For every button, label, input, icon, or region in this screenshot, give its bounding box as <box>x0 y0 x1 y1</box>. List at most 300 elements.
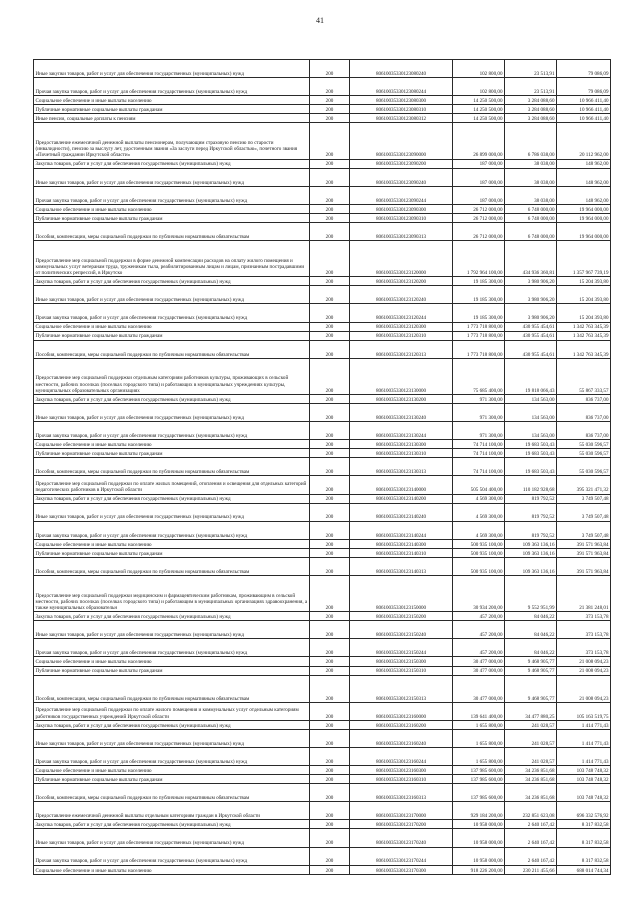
executed-amount-cell: 819 792,52 <box>505 521 557 539</box>
table-row <box>34 213 611 222</box>
executed-amount-cell: 38 038,00 <box>505 159 557 168</box>
unexecuted-amount-cell: 391 571 963,84 <box>557 548 611 557</box>
unexecuted-amount-cell: 1 414 771,43 <box>557 748 611 766</box>
approved-appropriations-cell: 30 934 200,00 <box>453 576 505 612</box>
table-row <box>34 766 611 775</box>
budget-classification-code-cell: 80610035330123160244 <box>350 748 453 766</box>
executed-amount-cell: 23 513,91 <box>505 78 557 96</box>
table-row <box>34 720 611 729</box>
unexecuted-amount-cell: 21 008 094,23 <box>557 657 611 666</box>
line-code-cell: 200 <box>310 159 350 168</box>
expense-name-cell: Иные закупки товаров, работ и услуг для обеспечения государственных (муниципальных) нужд <box>34 404 310 422</box>
expense-name-cell: Иные закупки товаров, работ и услуг для обеспечения государственных (муниципальных) нужд <box>34 829 310 847</box>
expense-name-cell: Иные пенсии, социальные доплаты к пенсиям <box>34 114 310 123</box>
unexecuted-amount-cell: 696 332 576,92 <box>557 802 611 820</box>
unexecuted-amount-cell: 1 342 763 345,39 <box>557 331 611 340</box>
executed-amount-cell: 6 786 038,00 <box>505 123 557 159</box>
unexecuted-amount-cell: 10 966 411,40 <box>557 96 611 105</box>
line-code-cell: 200 <box>310 557 350 575</box>
table-row <box>34 548 611 557</box>
unexecuted-amount-cell: 10 966 411,40 <box>557 105 611 114</box>
line-code-cell: 200 <box>310 331 350 340</box>
line-code-cell: 200 <box>310 503 350 521</box>
budget-table-wrapper <box>33 59 610 875</box>
table-row <box>34 784 611 802</box>
approved-appropriations-cell: 30 477 000,00 <box>453 666 505 675</box>
executed-amount-cell: 241 028,57 <box>505 729 557 747</box>
budget-classification-code-cell: 80610035330123090300 <box>350 204 453 213</box>
budget-classification-code-cell: 80610035330123120313 <box>350 340 453 358</box>
executed-amount-cell: 434 936 360,81 <box>505 241 557 277</box>
budget-classification-code-cell: 80610035330123160310 <box>350 775 453 784</box>
executed-amount-cell: 38 038,00 <box>505 186 557 204</box>
expense-name-cell: Социальное обеспечение и иные выплаты населению <box>34 204 310 213</box>
executed-amount-cell: 19 683 503,43 <box>505 458 557 476</box>
expense-name-cell: Прочая закупка товаров, работ и услуг для обеспечения государственных (муниципальных) нужд <box>34 847 310 865</box>
executed-amount-cell: 6 748 000,00 <box>505 222 557 240</box>
line-code-cell: 200 <box>310 322 350 331</box>
budget-classification-code-cell: 80610035330123150300 <box>350 657 453 666</box>
executed-amount-cell: 3 980 906,20 <box>505 277 557 286</box>
table-row <box>34 865 611 874</box>
line-code-cell: 200 <box>310 277 350 286</box>
unexecuted-amount-cell: 103 748 748,32 <box>557 784 611 802</box>
table-row <box>34 666 611 675</box>
executed-amount-cell: 34 236 851,68 <box>505 775 557 784</box>
table-row <box>34 621 611 639</box>
executed-amount-cell: 819 792,52 <box>505 494 557 503</box>
executed-amount-cell: 34 236 851,68 <box>505 766 557 775</box>
line-code-cell: 200 <box>310 539 350 548</box>
expense-name-cell: Закупка товаров, работ и услуг для обеспечения государственных (муниципальных) нужд <box>34 720 310 729</box>
approved-appropriations-cell: 1 655 800,00 <box>453 748 505 766</box>
expense-name-cell: Закупка товаров, работ и услуг для обеспечения государственных (муниципальных) нужд <box>34 612 310 621</box>
approved-appropriations-cell: 457 200,00 <box>453 621 505 639</box>
table-row <box>34 729 611 747</box>
executed-amount-cell: 430 955 454,61 <box>505 331 557 340</box>
table-row <box>34 820 611 829</box>
budget-classification-code-cell: 80610035330123130000 <box>350 358 453 394</box>
line-code-cell: 200 <box>310 865 350 874</box>
approved-appropriations-cell: 10 958 000,00 <box>453 829 505 847</box>
approved-appropriations-cell: 971 300,00 <box>453 404 505 422</box>
unexecuted-amount-cell: 373 153,78 <box>557 621 611 639</box>
expense-name-cell: Публичные нормативные социальные выплаты гражданам <box>34 666 310 675</box>
table-bottom-rule <box>33 874 610 875</box>
line-code-cell: 200 <box>310 458 350 476</box>
unexecuted-amount-cell: 1 414 771,43 <box>557 729 611 747</box>
expense-name-cell: Прочая закупка товаров, работ и услуг для обеспечения государственных (муниципальных) нужд <box>34 639 310 657</box>
line-code-cell: 200 <box>310 657 350 666</box>
executed-amount-cell: 3 284 088,60 <box>505 96 557 105</box>
approved-appropriations-cell: 1 792 964 100,00 <box>453 241 505 277</box>
budget-classification-code-cell: 80610035330123120310 <box>350 331 453 340</box>
approved-appropriations-cell: 30 477 000,00 <box>453 657 505 666</box>
line-code-cell: 200 <box>310 666 350 675</box>
expense-name-cell: Публичные нормативные социальные выплаты гражданам <box>34 331 310 340</box>
expense-name-cell: Иные закупки товаров, работ и услуг для обеспечения государственных (муниципальных) нужд <box>34 503 310 521</box>
budget-classification-code-cell: 80610035330123140240 <box>350 503 453 521</box>
executed-amount-cell: 2 640 167,42 <box>505 847 557 865</box>
approved-appropriations-cell: 137 985 600,00 <box>453 784 505 802</box>
table-row <box>34 440 611 449</box>
approved-appropriations-cell: 26 899 000,00 <box>453 123 505 159</box>
expense-name-cell: Пособия, компенсации, меры социальной поддержки по публичным нормативным обязательствам <box>34 458 310 476</box>
approved-appropriations-cell: 1 773 718 800,00 <box>453 340 505 358</box>
approved-appropriations-cell: 1 655 800,00 <box>453 720 505 729</box>
unexecuted-amount-cell: 8 317 832,58 <box>557 829 611 847</box>
approved-appropriations-cell: 971 300,00 <box>453 422 505 440</box>
budget-classification-code-cell: 80610035330123130300 <box>350 440 453 449</box>
expense-name-cell: Иные закупки товаров, работ и услуг для обеспечения государственных (муниципальных) нужд <box>34 729 310 747</box>
approved-appropriations-cell: 19 185 300,00 <box>453 286 505 304</box>
line-code-cell: 200 <box>310 394 350 403</box>
table-row <box>34 322 611 331</box>
expense-name-cell: Социальное обеспечение и иные выплаты населению <box>34 657 310 666</box>
budget-classification-code-cell: 80610035330123120000 <box>350 241 453 277</box>
approved-appropriations-cell: 929 184 200,00 <box>453 802 505 820</box>
executed-amount-cell: 109 363 136,16 <box>505 557 557 575</box>
line-code-cell: 200 <box>310 521 350 539</box>
approved-appropriations-cell: 102 800,00 <box>453 78 505 96</box>
approved-appropriations-cell: 500 935 100,00 <box>453 548 505 557</box>
budget-classification-code-cell: 80610035330123170000 <box>350 802 453 820</box>
line-code-cell: 200 <box>310 729 350 747</box>
expense-name-cell: Предоставление мер социальной поддержки в форме денежной компенсации расходов на оплату жилого помещения и коммунальных услуг ветеранам труда, труженикам тыла, реабилитированным лицам и лицам, признанным пострадавшими от политических репрессий, в Иркутско <box>34 241 310 277</box>
table-row <box>34 521 611 539</box>
expense-name-cell: Прочая закупка товаров, работ и услуг для обеспечения государственных (муниципальных) нужд <box>34 186 310 204</box>
budget-classification-code-cell: 80610035330123090200 <box>350 159 453 168</box>
table-row <box>34 576 611 612</box>
expense-name-cell: Прочая закупка товаров, работ и услуг для обеспечения государственных (муниципальных) нужд <box>34 304 310 322</box>
line-code-cell: 200 <box>310 612 350 621</box>
unexecuted-amount-cell: 79 086,09 <box>557 78 611 96</box>
table-row <box>34 394 611 403</box>
line-code-cell: 200 <box>310 820 350 829</box>
expense-name-cell: Закупка товаров, работ и услуг для обеспечения государственных (муниципальных) нужд <box>34 820 310 829</box>
line-code-cell: 200 <box>310 476 350 494</box>
approved-appropriations-cell: 30 477 000,00 <box>453 675 505 702</box>
expense-name-cell: Закупка товаров, работ и услуг для обеспечения государственных (муниципальных) нужд <box>34 394 310 403</box>
executed-amount-cell: 230 211 455,66 <box>505 865 557 874</box>
table-row <box>34 675 611 702</box>
unexecuted-amount-cell: 19 964 000,00 <box>557 204 611 213</box>
expense-name-cell: Закупка товаров, работ и услуг для обеспечения государственных (муниципальных) нужд <box>34 159 310 168</box>
budget-classification-code-cell: 80610035330123080312 <box>350 114 453 123</box>
table-row <box>34 748 611 766</box>
table-row <box>34 96 611 105</box>
executed-amount-cell: 2 640 167,42 <box>505 820 557 829</box>
table-row <box>34 639 611 657</box>
executed-amount-cell: 241 028,57 <box>505 720 557 729</box>
table-row <box>34 159 611 168</box>
table-row <box>34 340 611 358</box>
line-code-cell: 200 <box>310 775 350 784</box>
line-code-cell: 200 <box>310 60 350 78</box>
approved-appropriations-cell: 4 569 300,00 <box>453 494 505 503</box>
budget-classification-code-cell: 80610035330123150244 <box>350 639 453 657</box>
expense-name-cell: Предоставление мер социальной поддержки отдельным категориям работников культуры, проживающих в сельской местности, рабочих поселках (поселках городского типа) и работающих в муниципальных учреждениях культуры, муниципальных образовательных организациях <box>34 358 310 394</box>
executed-amount-cell: 84 046,22 <box>505 621 557 639</box>
unexecuted-amount-cell: 103 748 748,32 <box>557 766 611 775</box>
unexecuted-amount-cell: 1 357 967 739,19 <box>557 241 611 277</box>
line-code-cell: 200 <box>310 829 350 847</box>
table-body <box>34 60 611 875</box>
table-row <box>34 458 611 476</box>
unexecuted-amount-cell: 21 381 248,01 <box>557 576 611 612</box>
unexecuted-amount-cell: 105 163 519,75 <box>557 702 611 720</box>
table-row <box>34 503 611 521</box>
budget-classification-code-cell: 80610035330123080244 <box>350 78 453 96</box>
executed-amount-cell: 6 748 000,00 <box>505 213 557 222</box>
budget-classification-code-cell: 80610035330123160313 <box>350 784 453 802</box>
line-code-cell: 200 <box>310 123 350 159</box>
line-code-cell: 200 <box>310 114 350 123</box>
executed-amount-cell: 34 236 851,68 <box>505 784 557 802</box>
table-row <box>34 286 611 304</box>
budget-classification-code-cell: 80610035330123140244 <box>350 521 453 539</box>
budget-classification-code-cell: 80610035330123120300 <box>350 322 453 331</box>
executed-amount-cell: 819 792,52 <box>505 503 557 521</box>
executed-amount-cell: 241 028,57 <box>505 748 557 766</box>
expense-name-cell: Пособия, компенсации, меры социальной поддержки по публичным нормативным обязательствам <box>34 222 310 240</box>
line-code-cell: 200 <box>310 213 350 222</box>
executed-amount-cell: 134 563,00 <box>505 394 557 403</box>
unexecuted-amount-cell: 1 342 763 345,39 <box>557 340 611 358</box>
unexecuted-amount-cell: 688 014 744,34 <box>557 865 611 874</box>
unexecuted-amount-cell: 21 008 094,23 <box>557 675 611 702</box>
unexecuted-amount-cell: 55 030 596,57 <box>557 440 611 449</box>
executed-amount-cell: 19 683 503,43 <box>505 449 557 458</box>
budget-classification-code-cell: 80610035330123140200 <box>350 494 453 503</box>
unexecuted-amount-cell: 8 317 832,58 <box>557 847 611 865</box>
executed-amount-cell: 9 468 905,77 <box>505 666 557 675</box>
approved-appropriations-cell: 14 250 500,00 <box>453 114 505 123</box>
line-code-cell: 200 <box>310 340 350 358</box>
budget-classification-code-cell: 80610035330123170200 <box>350 820 453 829</box>
approved-appropriations-cell: 26 712 000,00 <box>453 222 505 240</box>
line-code-cell: 200 <box>310 222 350 240</box>
approved-appropriations-cell: 19 185 300,00 <box>453 304 505 322</box>
unexecuted-amount-cell: 391 571 963,84 <box>557 539 611 548</box>
unexecuted-amount-cell: 391 571 963,84 <box>557 557 611 575</box>
budget-execution-table <box>33 59 611 875</box>
expense-name-cell: Закупка товаров, работ и услуг для обеспечения государственных (муниципальных) нужд <box>34 494 310 503</box>
budget-classification-code-cell: 80610035330123130240 <box>350 404 453 422</box>
line-code-cell: 200 <box>310 241 350 277</box>
line-code-cell: 200 <box>310 576 350 612</box>
executed-amount-cell: 19 818 066,43 <box>505 358 557 394</box>
approved-appropriations-cell: 75 685 400,00 <box>453 358 505 394</box>
expense-name-cell: Социальное обеспечение и иные выплаты населению <box>34 322 310 331</box>
approved-appropriations-cell: 139 641 400,00 <box>453 702 505 720</box>
expense-name-cell: Публичные нормативные социальные выплаты гражданам <box>34 775 310 784</box>
budget-classification-code-cell: 80610035330123130310 <box>350 449 453 458</box>
table-row <box>34 802 611 820</box>
unexecuted-amount-cell: 148 962,00 <box>557 159 611 168</box>
expense-name-cell: Иные закупки товаров, работ и услуг для обеспечения государственных (муниципальных) нужд <box>34 286 310 304</box>
budget-classification-code-cell: 80610035330123170300 <box>350 865 453 874</box>
budget-classification-code-cell: 80610035330123150200 <box>350 612 453 621</box>
approved-appropriations-cell: 457 200,00 <box>453 639 505 657</box>
line-code-cell: 200 <box>310 784 350 802</box>
unexecuted-amount-cell: 15 204 393,80 <box>557 277 611 286</box>
unexecuted-amount-cell: 3 749 507,48 <box>557 521 611 539</box>
unexecuted-amount-cell: 1 342 763 345,39 <box>557 322 611 331</box>
expense-name-cell: Предоставление ежемесячной денежной выплаты пенсионерам, получающим страховую пенсию по старости (инвалидности), пенсию за выслугу лет, удостоенным звания «За заслуги перед Иркутской областью», почетного звания «Почетный гражданин Иркутской области» <box>34 123 310 159</box>
unexecuted-amount-cell: 148 962,00 <box>557 168 611 186</box>
line-code-cell: 200 <box>310 702 350 720</box>
expense-name-cell: Публичные нормативные социальные выплаты гражданам <box>34 105 310 114</box>
executed-amount-cell: 109 363 136,16 <box>505 548 557 557</box>
expense-name-cell: Предоставление мер социальной поддержки по оплате жилого помещения и коммунальных услуг отдельным категориям работников государственных учреждений Иркутской области <box>34 702 310 720</box>
budget-classification-code-cell: 80610035330123150000 <box>350 576 453 612</box>
executed-amount-cell: 34 477 880,25 <box>505 702 557 720</box>
table-row <box>34 222 611 240</box>
line-code-cell: 200 <box>310 621 350 639</box>
budget-classification-code-cell: 80610035330123140300 <box>350 539 453 548</box>
budget-classification-code-cell: 80610035330123150313 <box>350 675 453 702</box>
approved-appropriations-cell: 1 655 800,00 <box>453 729 505 747</box>
expense-name-cell: Социальное обеспечение и иные выплаты населению <box>34 865 310 874</box>
unexecuted-amount-cell: 55 030 596,57 <box>557 458 611 476</box>
approved-appropriations-cell: 26 712 000,00 <box>453 204 505 213</box>
expense-name-cell: Социальное обеспечение и иные выплаты населению <box>34 766 310 775</box>
table-row <box>34 612 611 621</box>
budget-classification-code-cell: 80610035330123160200 <box>350 720 453 729</box>
executed-amount-cell: 38 038,00 <box>505 168 557 186</box>
approved-appropriations-cell: 1 773 718 800,00 <box>453 331 505 340</box>
executed-amount-cell: 19 683 503,43 <box>505 440 557 449</box>
unexecuted-amount-cell: 836 737,00 <box>557 404 611 422</box>
table-row <box>34 702 611 720</box>
executed-amount-cell: 110 182 928,68 <box>505 476 557 494</box>
expense-name-cell: Иные закупки товаров, работ и услуг для обеспечения государственных (муниципальных) нужд <box>34 168 310 186</box>
budget-classification-code-cell: 80610035330123090244 <box>350 186 453 204</box>
unexecuted-amount-cell: 373 153,78 <box>557 639 611 657</box>
expense-name-cell: Пособия, компенсации, меры социальной поддержки по публичным нормативным обязательствам <box>34 675 310 702</box>
table-row <box>34 539 611 548</box>
budget-classification-code-cell: 80610035330123170244 <box>350 847 453 865</box>
executed-amount-cell: 3 284 088,60 <box>505 105 557 114</box>
unexecuted-amount-cell: 3 749 507,48 <box>557 503 611 521</box>
executed-amount-cell: 84 046,22 <box>505 612 557 621</box>
unexecuted-amount-cell: 836 737,00 <box>557 422 611 440</box>
budget-classification-code-cell: 80610035330123120240 <box>350 286 453 304</box>
table-row <box>34 449 611 458</box>
table-row <box>34 105 611 114</box>
line-code-cell: 200 <box>310 78 350 96</box>
expense-name-cell: Предоставление ежемесячной денежной выплаты отдельным категориям граждан в Иркутской области <box>34 802 310 820</box>
approved-appropriations-cell: 137 985 600,00 <box>453 775 505 784</box>
approved-appropriations-cell: 14 250 500,00 <box>453 105 505 114</box>
executed-amount-cell: 134 563,00 <box>505 404 557 422</box>
approved-appropriations-cell: 102 800,00 <box>453 60 505 78</box>
line-code-cell: 200 <box>310 748 350 766</box>
executed-amount-cell: 430 955 454,61 <box>505 322 557 331</box>
line-code-cell: 200 <box>310 168 350 186</box>
page-number: 41 <box>316 16 324 25</box>
line-code-cell: 200 <box>310 105 350 114</box>
unexecuted-amount-cell: 395 321 471,32 <box>557 476 611 494</box>
table-row <box>34 358 611 394</box>
table-row <box>34 204 611 213</box>
table-row <box>34 114 611 123</box>
approved-appropriations-cell: 500 935 100,00 <box>453 557 505 575</box>
table-row <box>34 241 611 277</box>
table-row <box>34 476 611 494</box>
approved-appropriations-cell: 187 000,00 <box>453 186 505 204</box>
line-code-cell: 200 <box>310 304 350 322</box>
approved-appropriations-cell: 505 504 400,00 <box>453 476 505 494</box>
expense-name-cell: Пособия, компенсации, меры социальной поддержки по публичным нормативным обязательствам <box>34 557 310 575</box>
budget-classification-code-cell: 80610035330123090310 <box>350 213 453 222</box>
table-row <box>34 277 611 286</box>
unexecuted-amount-cell: 1 414 771,43 <box>557 720 611 729</box>
line-code-cell: 200 <box>310 720 350 729</box>
line-code-cell: 200 <box>310 286 350 304</box>
budget-classification-code-cell: 80610035330123080310 <box>350 105 453 114</box>
expense-name-cell: Социальное обеспечение и иные выплаты населению <box>34 96 310 105</box>
approved-appropriations-cell: 137 985 600,00 <box>453 766 505 775</box>
table-row <box>34 829 611 847</box>
unexecuted-amount-cell: 103 748 748,32 <box>557 775 611 784</box>
line-code-cell: 200 <box>310 675 350 702</box>
table-row <box>34 304 611 322</box>
table-row <box>34 78 611 96</box>
line-code-cell: 200 <box>310 639 350 657</box>
table-row <box>34 331 611 340</box>
budget-classification-code-cell: 80610035330123130244 <box>350 422 453 440</box>
table-row <box>34 775 611 784</box>
approved-appropriations-cell: 10 958 000,00 <box>453 847 505 865</box>
executed-amount-cell: 9 552 951,99 <box>505 576 557 612</box>
table-row <box>34 422 611 440</box>
budget-classification-code-cell: 80610035330123140313 <box>350 557 453 575</box>
line-code-cell: 200 <box>310 440 350 449</box>
expense-name-cell: Социальное обеспечение и иные выплаты населению <box>34 440 310 449</box>
executed-amount-cell: 84 046,22 <box>505 639 557 657</box>
table-row <box>34 186 611 204</box>
unexecuted-amount-cell: 8 317 832,58 <box>557 820 611 829</box>
expense-name-cell: Прочая закупка товаров, работ и услуг для обеспечения государственных (муниципальных) нужд <box>34 78 310 96</box>
approved-appropriations-cell: 187 000,00 <box>453 159 505 168</box>
line-code-cell: 200 <box>310 96 350 105</box>
unexecuted-amount-cell: 373 153,78 <box>557 612 611 621</box>
budget-classification-code-cell: 80610035330123080240 <box>350 60 453 78</box>
expense-name-cell: Иные закупки товаров, работ и услуг для обеспечения государственных (муниципальных) нужд <box>34 621 310 639</box>
expense-name-cell: Социальное обеспечение и иные выплаты населению <box>34 539 310 548</box>
budget-classification-code-cell: 80610035330123160240 <box>350 729 453 747</box>
line-code-cell: 200 <box>310 404 350 422</box>
approved-appropriations-cell: 74 714 100,00 <box>453 440 505 449</box>
approved-appropriations-cell: 4 569 300,00 <box>453 521 505 539</box>
budget-classification-code-cell: 80610035330123130313 <box>350 458 453 476</box>
table-row <box>34 657 611 666</box>
executed-amount-cell: 3 284 088,60 <box>505 114 557 123</box>
expense-name-cell: Публичные нормативные социальные выплаты гражданам <box>34 449 310 458</box>
approved-appropriations-cell: 1 773 718 800,00 <box>453 322 505 331</box>
executed-amount-cell: 3 980 906,20 <box>505 304 557 322</box>
unexecuted-amount-cell: 19 964 000,00 <box>557 222 611 240</box>
table-row <box>34 123 611 159</box>
table-row <box>34 557 611 575</box>
expense-name-cell: Предоставление мер социальной поддержки медицинским и фармацевтическим работникам, проживающим в сельской местности, рабочих поселках (поселках городского типа) и работающим в муниципальных организациях здравоохранения, а также муниципальных образовательн <box>34 576 310 612</box>
line-code-cell: 200 <box>310 494 350 503</box>
executed-amount-cell: 9 468 905,77 <box>505 657 557 666</box>
approved-appropriations-cell: 74 714 100,00 <box>453 449 505 458</box>
approved-appropriations-cell: 457 200,00 <box>453 612 505 621</box>
